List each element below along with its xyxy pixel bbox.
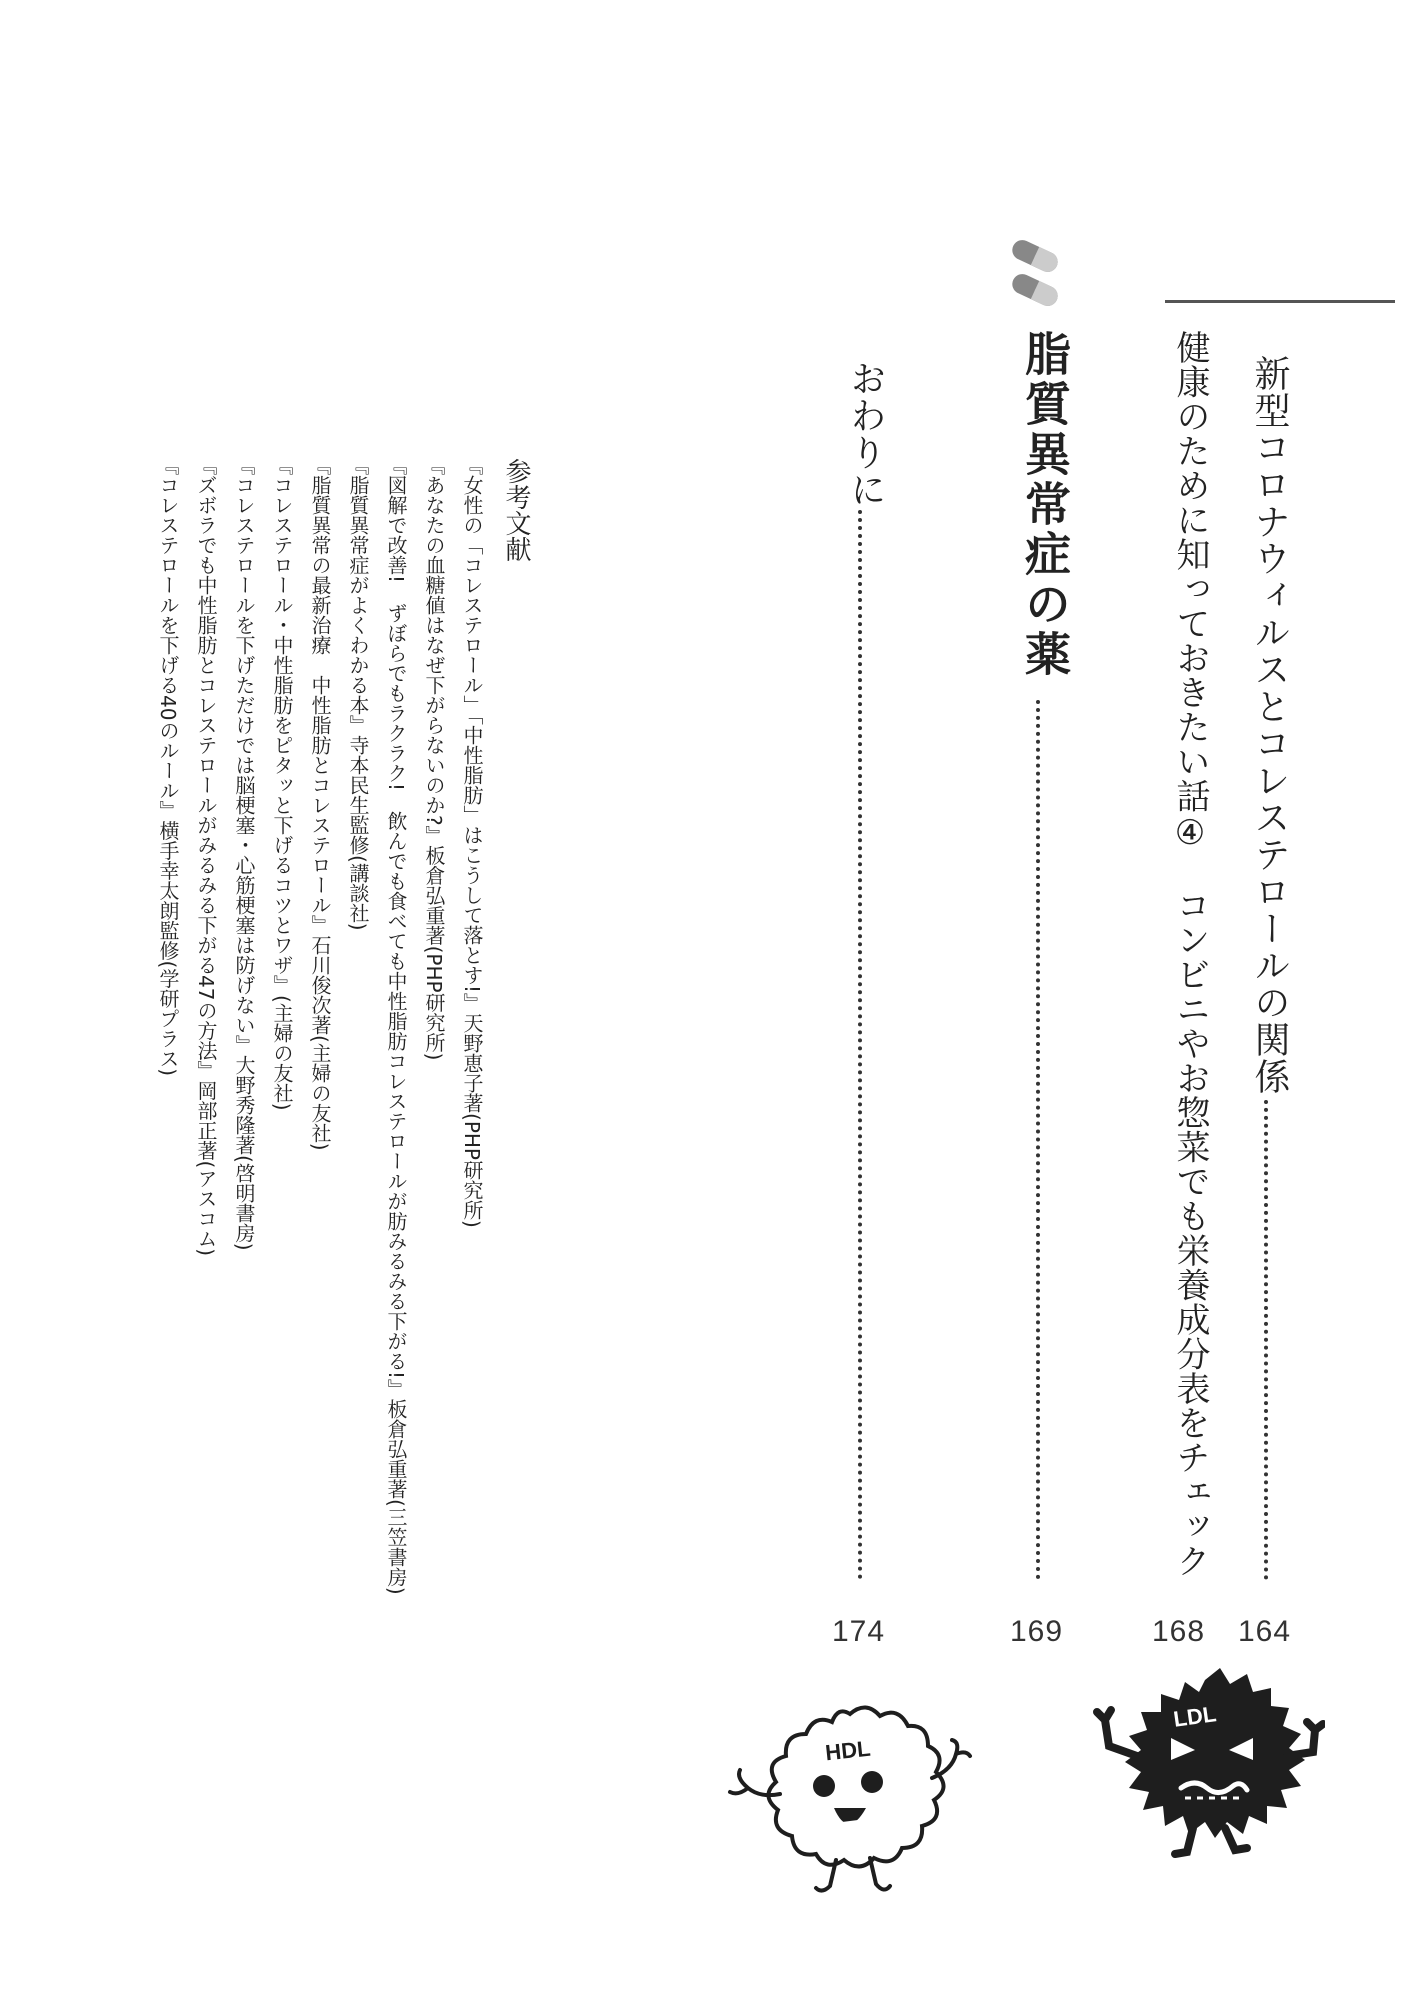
leader-dots — [1264, 1100, 1268, 1580]
reference-item: 『ズボラでも中性脂肪とコレステロールがみるみる下がる47の方法』岡部正著(アスコム) — [194, 455, 218, 1257]
reference-item: 『図解で改善! ずぼらでもラクラク! 飲んでも食べても中性脂肪コレステロールが肪みるみる下がる!』板倉弘重著(三笠書房) — [384, 455, 408, 1595]
hdl-mascot-icon — [720, 1690, 980, 1910]
references-heading: 参考文献 — [501, 458, 531, 562]
afterword-title[interactable]: おわりに — [845, 360, 886, 508]
pill-icon — [1005, 238, 1065, 310]
top-rule — [1165, 300, 1395, 303]
toc-page-number: 164 — [1238, 1615, 1292, 1648]
reference-item: 『脂質異常症がよくわかる本』寺本民生監修(講談社) — [346, 455, 370, 931]
leader-dots — [1036, 700, 1040, 1580]
reference-item: 『コレステロールを下げる40のルール』横手幸太朗監修(学研プラス) — [156, 455, 180, 1077]
toc-page-number: 168 — [1152, 1615, 1206, 1648]
toc-entry-title[interactable]: 新型コロナウィルスとコレステロールの関係 — [1249, 355, 1290, 1095]
ldl-label: LDL — [1171, 1701, 1218, 1732]
afterword-page-number: 174 — [832, 1615, 886, 1648]
section-heading[interactable]: 脂質異常症の薬 — [1018, 330, 1072, 680]
reference-item: 『コレステロール・中性脂肪をピタッと下げるコツとワザ』(主婦の友社) — [270, 455, 294, 1111]
toc-entry-title[interactable]: 健康のために知っておきたい話④ コンビニやお惣菜でも栄養成分表をチェック — [1170, 330, 1210, 1578]
reference-item: 『あなたの血糖値はなぜ下がらないのか?』板倉弘重著(PHP研究所) — [422, 455, 446, 1061]
leader-dots — [858, 510, 862, 1580]
section-page-number: 169 — [1010, 1615, 1064, 1648]
hdl-label: HDL — [824, 1735, 872, 1766]
reference-item: 『女性の「コレステロール」「中性脂肪」はこうして落とす!』天野恵子著(PHP研究所) — [460, 455, 484, 1228]
ldl-mascot-icon — [1075, 1660, 1325, 1860]
reference-item: 『コレステロールを下げただけでは脳梗塞・心筋梗塞は防げない』大野秀隆著(啓明書房) — [232, 455, 256, 1251]
reference-item: 『脂質異常の最新治療 中性脂肪とコレステロール』石川俊次著(主婦の友社) — [308, 455, 332, 1151]
